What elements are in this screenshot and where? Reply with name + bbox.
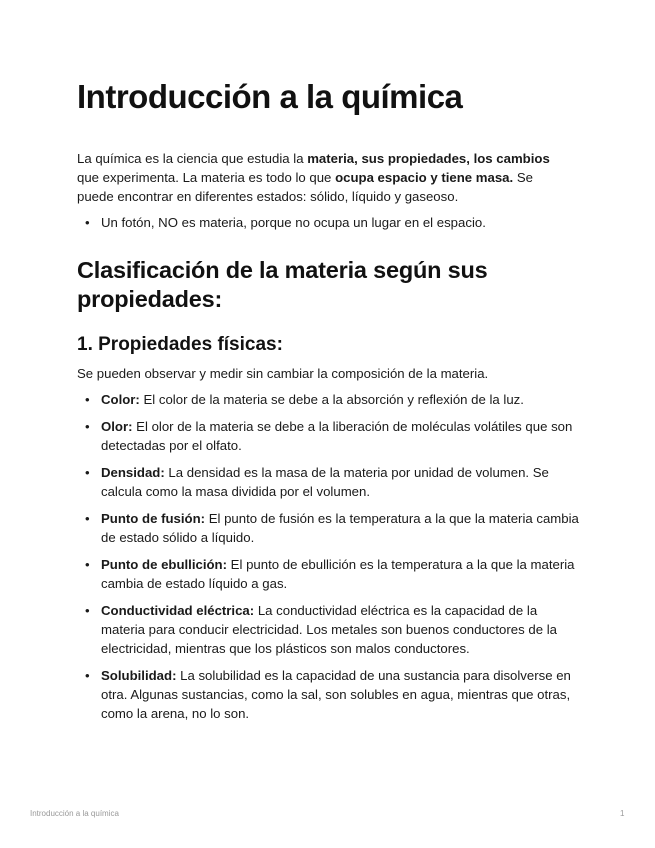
- page-title: Introducción a la química: [77, 78, 463, 115]
- list-item: [77, 417, 582, 455]
- intro-bullet-text: Un fotón, NO es materia, porque no ocupa un lugar en el espacio.: [101, 215, 486, 230]
- properties-list: [77, 390, 582, 731]
- property-text: El olor de la materia se debe a la liberación de moléculas volátiles que son detectadas por el olfato.: [101, 419, 573, 453]
- list-item: [77, 601, 582, 658]
- list-item: [77, 555, 582, 593]
- bullet-dot-icon: •: [85, 392, 90, 407]
- property-term: Solubilidad:: [101, 668, 177, 683]
- intro-text-2: que experimenta. La materia es todo lo que: [77, 170, 336, 185]
- intro-bold-1: materia, sus propiedades, los cambios: [307, 151, 550, 166]
- section-heading: Clasificación de la materia según sus propiedades:: [77, 257, 488, 312]
- list-item: [77, 390, 582, 409]
- bullet-dot-icon: •: [85, 603, 90, 618]
- intro-bold-2: ocupa espacio y tiene masa.: [335, 170, 514, 185]
- property-text: La conductividad eléctrica es la capacidad de la materia para conducir electricidad. Los metales son buenos conductores de la electricidad, mientras que los plásticos son malos conductores.: [101, 603, 557, 656]
- property-term: Color:: [101, 392, 140, 407]
- bullet-dot-icon: •: [85, 668, 90, 683]
- property-text: El color de la materia se debe a la absorción y reflexión de la luz.: [139, 392, 524, 407]
- intro-text-1: La química es la ciencia que estudia la: [77, 151, 308, 166]
- intro-paragraph: [77, 149, 567, 206]
- property-text: El punto de fusión es la temperatura a la que la materia cambia de estado sólido a líquido.: [101, 511, 579, 545]
- list-item: [77, 509, 582, 547]
- bullet-dot-icon: •: [85, 465, 90, 480]
- property-term: Punto de fusión:: [101, 511, 206, 526]
- subsection-heading: 1. Propiedades físicas:: [77, 334, 283, 355]
- footer-document-title: Introducción a la química: [30, 809, 119, 818]
- bullet-dot-icon: •: [85, 557, 90, 572]
- list-item: [77, 463, 582, 501]
- bullet-dot-icon: •: [85, 215, 90, 230]
- bullet-dot-icon: •: [85, 419, 90, 434]
- subsection-description: Se pueden observar y medir sin cambiar la composición de la materia.: [77, 366, 489, 381]
- intro-text-3: Se puede encontrar en diferentes estados: sólido, líquido y gaseoso.: [77, 170, 533, 204]
- bullet-dot-icon: •: [85, 511, 90, 526]
- property-text: El punto de ebullición es la temperatura a la que la materia cambia de estado líquido a gas.: [101, 557, 575, 591]
- footer-page-number: 1: [620, 809, 625, 818]
- intro-bullet-list: [77, 213, 486, 232]
- list-item: [77, 666, 582, 723]
- property-term: Densidad:: [101, 465, 165, 480]
- property-text: La solubilidad es la capacidad de una sustancia para disolverse en otra. Algunas sustancias, como la sal, son solubles en agua, mientras que otras, como la arena, no lo son.: [101, 668, 571, 721]
- property-term: Punto de ebullición:: [101, 557, 228, 572]
- list-item: [77, 213, 486, 232]
- property-text: La densidad es la masa de la materia por unidad de volumen. Se calcula como la masa dividida por el volumen.: [101, 465, 549, 499]
- property-term: Olor:: [101, 419, 133, 434]
- property-term: Conductividad eléctrica:: [101, 603, 255, 618]
